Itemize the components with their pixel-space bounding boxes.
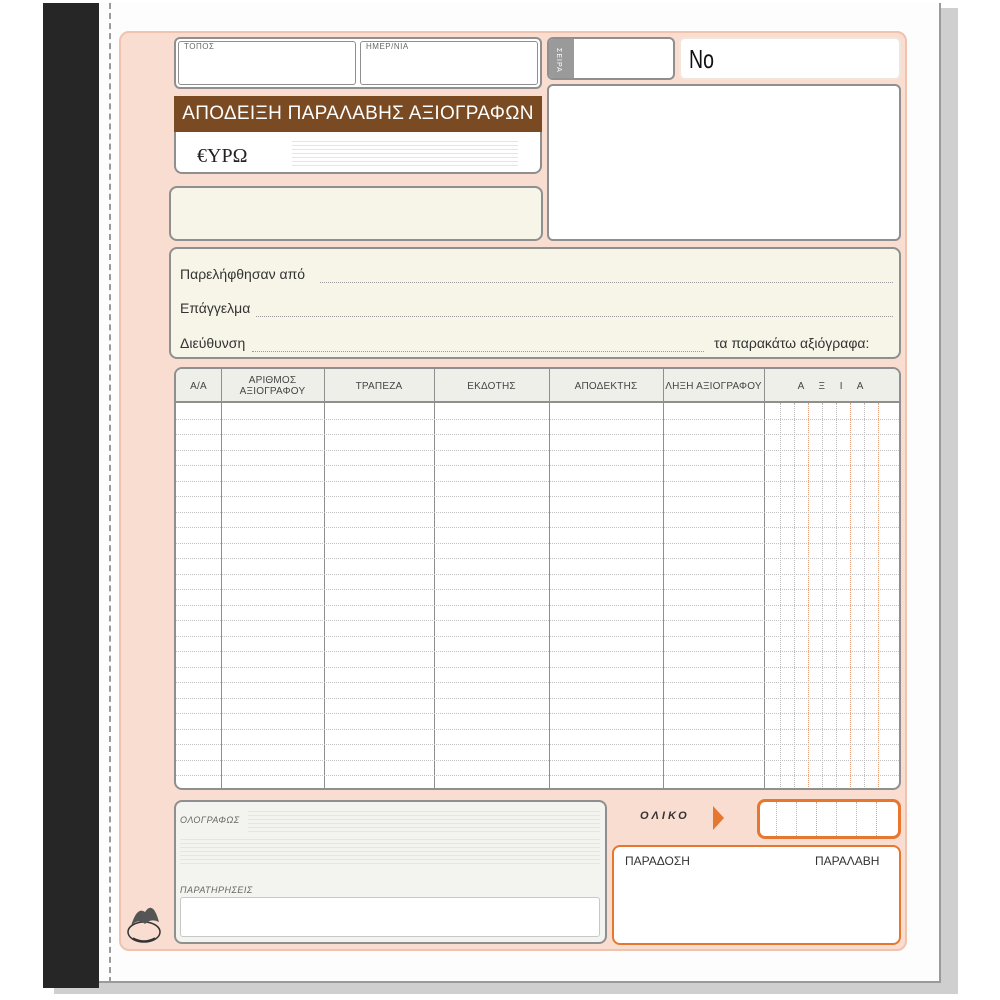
publisher-logo	[123, 892, 165, 948]
table-row[interactable]	[176, 496, 899, 497]
securities-table	[174, 367, 901, 790]
table-row[interactable]	[176, 713, 899, 714]
col-header-value: Α Ξ Ι Α	[797, 380, 870, 392]
in-words-label: ΟΛΟΓΡΑΦΩΣ	[180, 815, 240, 825]
col-header-aa: Α/Α	[190, 380, 207, 392]
table-row[interactable]	[176, 651, 899, 652]
table-row[interactable]	[176, 543, 899, 544]
table-row[interactable]	[176, 512, 899, 513]
table-row[interactable]	[176, 760, 899, 761]
profession-field[interactable]	[256, 316, 893, 317]
delivery-label: ΠΑΡΑΔΟΣΗ	[625, 854, 690, 868]
value-subdivider	[864, 403, 865, 790]
table-row[interactable]	[176, 481, 899, 482]
remarks-field[interactable]	[180, 897, 600, 937]
value-subdivider	[856, 802, 857, 836]
table-row[interactable]	[176, 744, 899, 745]
total-arrow-icon	[713, 806, 724, 830]
date-label: ΗΜΕΡ/ΝΙΑ	[366, 42, 409, 51]
table-row[interactable]	[176, 527, 899, 528]
col-header-bank: ΤΡΑΠΕΖΑ	[355, 380, 403, 392]
customer-box[interactable]	[169, 186, 543, 241]
stamp-box	[547, 84, 901, 241]
value-subdivider	[836, 403, 837, 790]
value-subdivider	[878, 403, 879, 790]
value-subdivider	[796, 802, 797, 836]
col-header-number: ΑΡΙΘΜΟΣ ΑΞΙΟΓΡΑΦΟΥ	[239, 375, 306, 397]
table-row[interactable]	[176, 450, 899, 451]
in-words-field[interactable]	[248, 808, 600, 832]
value-subdivider	[816, 802, 817, 836]
total-label: ΟΛΙΚΟ	[640, 810, 690, 822]
table-row[interactable]	[176, 682, 899, 683]
col-header-payee: ΑΠΟΔΕΚΤΗΣ	[574, 380, 638, 392]
column-divider	[434, 369, 435, 788]
table-row[interactable]	[176, 419, 899, 420]
number-label: No	[689, 44, 714, 74]
remarks-label: ΠΑΡΑΤΗΡΗΣΕΙΣ	[180, 885, 253, 895]
place-label: ΤΟΠΟΣ	[184, 42, 215, 51]
profession-label: Επάγγελμα	[180, 300, 251, 316]
col-header-maturity: ΛΗΞΗ ΑΞΙΟΓΡΑΦΟΥ	[665, 380, 762, 392]
address-field[interactable]	[252, 351, 704, 352]
table-row[interactable]	[176, 620, 899, 621]
value-subdivider	[794, 403, 795, 790]
series-label: ΣΕΙΡΑ	[555, 48, 562, 73]
value-subdivider	[808, 403, 809, 790]
table-row[interactable]	[176, 558, 899, 559]
table-row[interactable]	[176, 465, 899, 466]
value-subdivider	[876, 802, 877, 836]
value-subdivider	[850, 403, 851, 790]
table-row[interactable]	[176, 636, 899, 637]
table-row[interactable]	[176, 729, 899, 730]
table-row[interactable]	[176, 605, 899, 606]
receipt-label: ΠΑΡΑΛΑΒΗ	[815, 854, 880, 868]
value-subdivider	[822, 403, 823, 790]
currency-label: €ΥΡΩ	[197, 145, 248, 167]
table-row[interactable]	[176, 698, 899, 699]
col-header-issuer: ΕΚΔΟΤΗΣ	[467, 380, 516, 392]
table-row[interactable]	[176, 434, 899, 435]
address-label: Διεύθυνση	[180, 335, 246, 351]
column-divider	[221, 369, 222, 788]
column-divider	[764, 369, 765, 788]
binding-spine	[43, 3, 99, 988]
in-words-field-2[interactable]	[180, 838, 600, 864]
column-divider	[324, 369, 325, 788]
total-field[interactable]	[757, 799, 901, 839]
column-divider	[663, 369, 664, 788]
table-row[interactable]	[176, 775, 899, 776]
table-row[interactable]	[176, 574, 899, 575]
table-row[interactable]	[176, 667, 899, 668]
perforation-line	[109, 3, 111, 983]
column-divider	[549, 369, 550, 788]
table-row[interactable]	[176, 589, 899, 590]
value-subdivider	[776, 802, 777, 836]
value-subdivider	[780, 403, 781, 790]
received-from-field[interactable]	[320, 282, 893, 283]
document-title: ΑΠΟΔΕΙΞΗ ΠΑΡΑΛΑΒΗΣ ΑΞΙΟΓΡΑΦΩΝ	[174, 96, 542, 132]
value-subdivider	[836, 802, 837, 836]
following-label: τα παρακάτω αξιόγραφα:	[714, 335, 870, 351]
amount-field[interactable]	[292, 138, 518, 166]
received-from-label: Παρελήφθησαν από	[180, 266, 306, 282]
